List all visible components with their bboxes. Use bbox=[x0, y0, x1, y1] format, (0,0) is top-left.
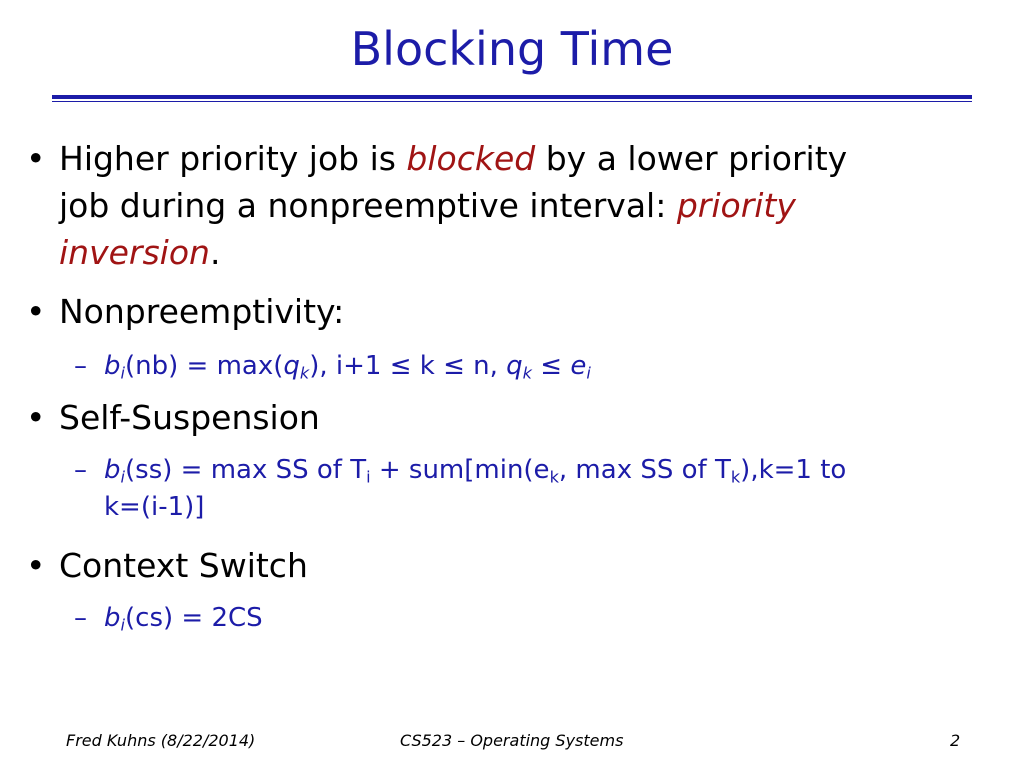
bullet-marker: • bbox=[26, 139, 46, 178]
subscript-i: i bbox=[120, 363, 125, 383]
text: , max SS of T bbox=[558, 455, 731, 485]
sub-bullet-marker: – bbox=[74, 455, 87, 485]
text: ), i+1 ≤ k ≤ n, bbox=[309, 351, 507, 381]
text: ),k=1 to bbox=[740, 455, 847, 485]
bullet-marker: • bbox=[26, 546, 46, 585]
text: (ss) = max SS of T bbox=[125, 455, 367, 485]
text: by a lower priority bbox=[535, 139, 848, 178]
emphasis-text: blocked bbox=[406, 139, 536, 178]
subscript-k: k bbox=[522, 363, 533, 383]
var-q: q bbox=[506, 351, 523, 381]
var-b: b bbox=[104, 455, 121, 485]
footer-page-number: 2 bbox=[950, 731, 961, 750]
sub-bullet-nonpreemptivity bbox=[74, 348, 1014, 385]
bullet-text: Context Switch bbox=[59, 546, 308, 585]
text: . bbox=[209, 233, 221, 272]
subscript-k: k bbox=[549, 467, 559, 487]
footer-course: CS523 – Operating Systems bbox=[400, 731, 624, 750]
var-e: e bbox=[570, 351, 587, 381]
emphasis-text: priority bbox=[676, 186, 796, 225]
text: Higher priority job is bbox=[59, 139, 407, 178]
emphasis-text: inversion bbox=[59, 233, 210, 272]
var-b: b bbox=[104, 603, 121, 633]
text: (nb) = max( bbox=[125, 351, 284, 381]
bullet-self-suspension bbox=[26, 394, 1016, 441]
sub-bullet-self-suspension bbox=[74, 452, 1014, 526]
formula-nb bbox=[104, 348, 591, 385]
var-b: b bbox=[104, 351, 121, 381]
subscript-k: k bbox=[299, 363, 310, 383]
sub-bullet-marker: – bbox=[74, 351, 87, 381]
subscript-k: k bbox=[730, 467, 741, 487]
formula-ss-continued: k=(i-1)] bbox=[104, 492, 205, 522]
bullet-nonpreemptivity bbox=[26, 288, 1016, 335]
formula-ss bbox=[104, 452, 846, 489]
bullet-marker: • bbox=[26, 398, 46, 437]
subscript-i: i bbox=[586, 363, 591, 383]
text: ≤ bbox=[532, 351, 571, 381]
sub-bullet-marker: – bbox=[74, 603, 87, 633]
sub-bullet-context-switch bbox=[74, 600, 1014, 637]
subscript-i: i bbox=[120, 615, 125, 635]
footer-author: Fred Kuhns (8/22/2014) bbox=[66, 731, 256, 750]
slide-title: Blocking Time bbox=[350, 22, 674, 76]
text: + sum[min(e bbox=[370, 455, 550, 485]
subscript-i: i bbox=[366, 467, 371, 487]
var-q: q bbox=[283, 351, 300, 381]
bullet-text: Self-Suspension bbox=[59, 398, 320, 437]
bullet-text: Nonpreemptivity: bbox=[59, 292, 345, 331]
bullet-line bbox=[59, 135, 847, 182]
bullet-priority-inversion bbox=[26, 135, 1016, 276]
subscript-i: i bbox=[120, 467, 125, 487]
bullet-marker: • bbox=[26, 292, 46, 331]
bullet-line bbox=[59, 229, 220, 276]
text: job during a nonpreemptive interval: bbox=[59, 186, 677, 225]
bullet-context-switch bbox=[26, 542, 1016, 589]
formula-cs bbox=[104, 600, 263, 637]
bullet-line bbox=[59, 182, 796, 229]
text: (cs) = 2CS bbox=[125, 603, 263, 633]
